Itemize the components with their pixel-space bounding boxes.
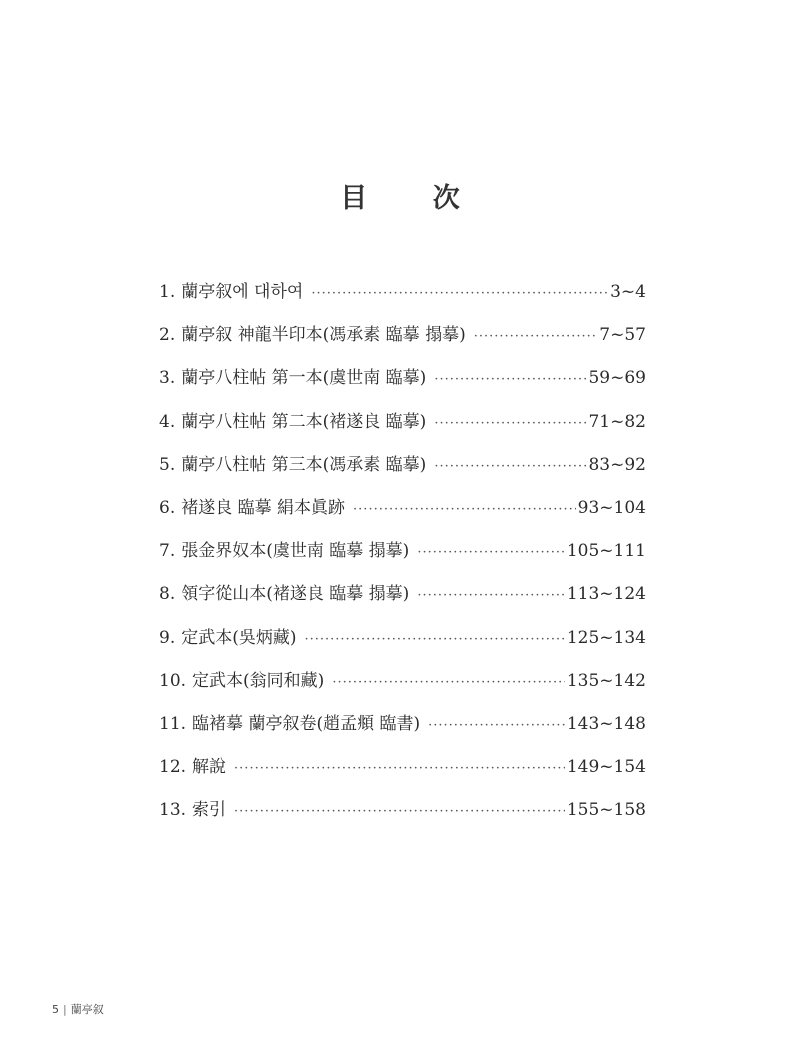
toc-entry-number: 6. — [159, 497, 176, 518]
toc-entry-pages: 113~124 — [566, 584, 646, 605]
toc-entry-number: 10. — [159, 670, 187, 691]
toc-entry — [159, 277, 646, 320]
toc-entry — [159, 795, 646, 838]
toc-entry-number: 2. — [159, 325, 176, 346]
toc-dot-leader — [434, 372, 586, 387]
toc-entry — [159, 363, 646, 406]
toc-entry-title: 蘭亭八柱帖 第三本(馮承素 臨摹) — [181, 454, 427, 475]
toc-entry-number: 3. — [159, 368, 176, 389]
toc-entry — [159, 709, 646, 752]
toc-entry — [159, 579, 646, 622]
toc-entry-number: 9. — [159, 627, 176, 648]
toc-entry-number: 8. — [159, 584, 176, 605]
toc-entry — [159, 536, 646, 579]
toc-entry-title: 定武本(吳炳藏) — [181, 627, 297, 648]
toc-entry — [159, 407, 646, 450]
toc-entry-pages: 105~111 — [566, 541, 646, 562]
toc-dot-leader — [353, 502, 576, 517]
toc-dot-leader — [332, 675, 565, 690]
toc-entry-number: 7. — [159, 541, 176, 562]
toc-entry-number: 4. — [159, 411, 176, 432]
toc-dot-leader — [305, 632, 565, 647]
toc-entry-title: 蘭亭八柱帖 第二本(褚遂良 臨摹) — [181, 411, 427, 432]
table-of-contents — [159, 277, 646, 838]
toc-entry-title: 解說 — [192, 757, 227, 778]
toc-dot-leader — [428, 718, 565, 733]
page-number: 5 — [52, 1003, 59, 1016]
toc-entry — [159, 752, 646, 795]
toc-entry-number: 1. — [159, 282, 176, 302]
toc-entry-title: 蘭亭八柱帖 第一本(虞世南 臨摹) — [181, 368, 427, 389]
toc-dot-leader — [311, 286, 608, 301]
footer-separator: | — [63, 1003, 67, 1016]
toc-entry-title: 臨褚摹 蘭亭叙卷(趙孟頫 臨書) — [192, 713, 421, 734]
toc-dot-leader — [417, 545, 565, 560]
toc-entry-number: 12. — [159, 757, 187, 778]
toc-entry-number: 11. — [159, 713, 187, 734]
toc-entry — [159, 320, 646, 363]
page-title: 目 次 — [340, 183, 488, 214]
toc-entry-title: 蘭亭叙에 대하여 — [181, 282, 304, 302]
toc-entry-pages: 59~69 — [588, 368, 646, 389]
toc-entry-pages: 3~4 — [610, 282, 646, 302]
toc-entry-number: 5. — [159, 454, 176, 475]
toc-entry-pages: 125~134 — [566, 627, 646, 648]
toc-dot-leader — [417, 588, 565, 603]
toc-entry — [159, 666, 646, 709]
toc-dot-leader — [434, 459, 586, 474]
toc-entry-pages: 149~154 — [566, 757, 646, 778]
toc-entry-title: 張金界奴本(虞世南 臨摹 搨摹) — [181, 541, 410, 562]
toc-dot-leader — [474, 329, 598, 344]
toc-entry-pages: 83~92 — [588, 454, 646, 475]
page-footer — [52, 1001, 104, 1017]
toc-entry-number: 13. — [159, 800, 187, 821]
toc-entry-pages: 135~142 — [566, 670, 646, 691]
toc-entry — [159, 623, 646, 666]
toc-entry-title: 定武本(翁同和藏) — [192, 670, 325, 691]
toc-dot-leader — [434, 416, 586, 431]
toc-dot-leader — [234, 761, 565, 776]
toc-entry-pages: 93~104 — [577, 497, 646, 518]
toc-dot-leader — [234, 804, 565, 819]
toc-entry — [159, 450, 646, 493]
toc-entry-pages: 71~82 — [588, 411, 646, 432]
toc-entry — [159, 493, 646, 536]
toc-entry-title: 領字從山本(褚遂良 臨摹 搨摹) — [181, 584, 410, 605]
toc-entry-title: 蘭亭叙 神龍半印本(馮承素 臨摹 搨摹) — [181, 325, 466, 346]
toc-entry-title: 褚遂良 臨摹 絹本眞跡 — [181, 497, 346, 518]
toc-entry-pages: 143~148 — [566, 713, 646, 734]
toc-entry-title: 索引 — [192, 800, 227, 821]
toc-entry-pages: 155~158 — [566, 800, 646, 821]
toc-entry-pages: 7~57 — [599, 325, 646, 346]
book-title: 蘭亭叙 — [70, 1003, 104, 1016]
